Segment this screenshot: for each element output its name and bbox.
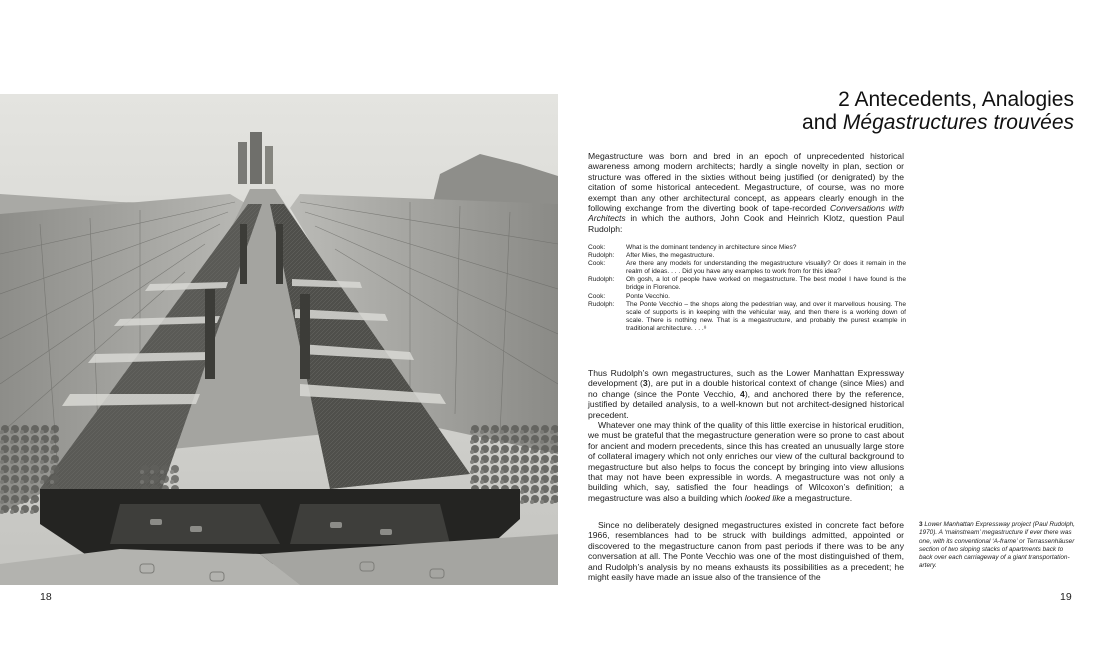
after-quote-text-mid: ), are put in a double historical context of change (since Mies) and no change (since the Ponte Vecchio, — [588, 378, 904, 399]
dialogue-speaker: Rudolph: — [588, 300, 615, 308]
dialogue-text: After Mies, the megastructure. — [626, 252, 715, 260]
dialogue-quote — [588, 244, 906, 333]
illustration-lower-manhattan-expressway — [0, 94, 558, 585]
intro-text-end: in which the authors, John Cook and Heinrich Klotz, question Paul Rudolph: — [588, 213, 904, 234]
para2-text: Whatever one may think of the quality of this little exercise in historical erudition, we must be grateful that the megastructure generation were so prone to cast about for ancient and modern precedents, since this has created an unusually large store of collateral imagery which not only enriches our view of the cultural background to megastructure but also helps to focus the concept by bringing into view allusions that may not have been expressible in words. A megastructure was not only a building which, say, satisfied the four headings of Wilcoxon’s definition; a megastructure was also a building which — [588, 420, 904, 503]
caption-figure-number: 3 — [919, 521, 923, 528]
after-quote-text: Thus Rudolph’s own megastructures, such as the Lower Manhattan Expressway development ( — [588, 368, 904, 389]
dialogue-text: Ponte Vecchio. — [626, 292, 670, 300]
dialogue-text: Oh gosh, a lot of people have worked on megastructure. The best model I have found is the bridge in Florence. — [626, 276, 906, 292]
chapter-title-line2 — [700, 111, 1074, 134]
page-number-left: 18 — [40, 591, 52, 603]
figure-caption — [919, 521, 1077, 571]
para3-text: Since no deliberately designed megastructures existed in concrete fact before 1966, resemblances had to be struck with buildings admitted, appointed or discovered to the megastructure canon from past periods if there was to be any conversation at all. The Ponte Vecchio was one of the most distinguished of them, and Rudolph’s analysis by no means exhausts its possibilities as a precedent; he might easily have made an issue also of the transience of the — [588, 520, 904, 583]
chapter-title-prefix: and — [802, 111, 843, 134]
dialogue-speaker: Rudolph: — [588, 252, 615, 260]
paragraph-3 — [588, 520, 904, 582]
figure-ref-3: 3 — [642, 378, 648, 389]
dialogue-row — [588, 260, 906, 276]
chapter-title-italic: Mégastructures trouvées — [842, 111, 1074, 134]
intro-text: Megastructure was born and bred in an epoch of unprecedented historical awareness among modern architects; hardly a single novelty in plan, section or structure was offered in the sixties without being justified (or denigrated) by the citation of some historical antecedent. Megastructure, of course, was no more exempt than any other architectural concept, as appears clearly enough in the following exchange from the diverting book of tape-recorded — [588, 151, 904, 214]
para2-emphasis: looked like — [744, 492, 786, 503]
page-number-right: 19 — [1060, 591, 1072, 603]
dialogue-speaker: Rudolph: — [588, 276, 615, 284]
figure-ref-4: 4 — [740, 388, 745, 399]
dialogue-row — [588, 252, 906, 260]
dialogue-text: What is the dominant tendency in architecture since Mies? — [626, 244, 797, 251]
dialogue-row — [588, 293, 906, 301]
paragraph-2 — [588, 420, 904, 503]
chapter-title — [700, 88, 1074, 134]
book-title-italic: Conversations with Architects — [588, 203, 904, 224]
dialogue-speaker: Cook: — [588, 244, 606, 251]
dialogue-row — [588, 244, 906, 252]
para2-text-end: a megastructure. — [785, 492, 853, 503]
chapter-title-line1: 2 Antecedents, Analogies — [838, 88, 1074, 111]
dialogue-row — [588, 301, 906, 333]
intro-paragraph — [588, 151, 904, 234]
dialogue-speaker: Cook: — [588, 292, 606, 300]
after-quote-text-end: ), and anchored there by the reference, justified by detailed analysis, to a well-known but not architect-designed historical precedent. — [588, 388, 904, 420]
dialogue-text: The Ponte Vecchio – the shops along the pedestrian way, and over it marvellous housing. The scale of supports is in keeping with the vehicular way, and then there is a working down of scale. There is nothing new. That is a megastructure, and probably the purest example in traditional architecture. . . .⁸ — [626, 300, 906, 332]
dialogue-row — [588, 276, 906, 292]
dialogue-text: Are there any models for understanding the megastructure visually? Or does it remain in the realm of ideas. . . . Did you have any examples to work from for this idea? — [626, 260, 906, 276]
dialogue-speaker: Cook: — [588, 260, 606, 268]
paragraph-after-quote — [588, 368, 904, 420]
caption-text: Lower Manhattan Expressway project (Paul Rudolph, 1970). A ‘mainstream’ megastructure if ever there was one, with its conventional ‘A-frame’ or Terrassenhäuser section of two sloping stacks of apartments back to back over each carriageway of a giant transportation-artery. — [919, 521, 1075, 570]
